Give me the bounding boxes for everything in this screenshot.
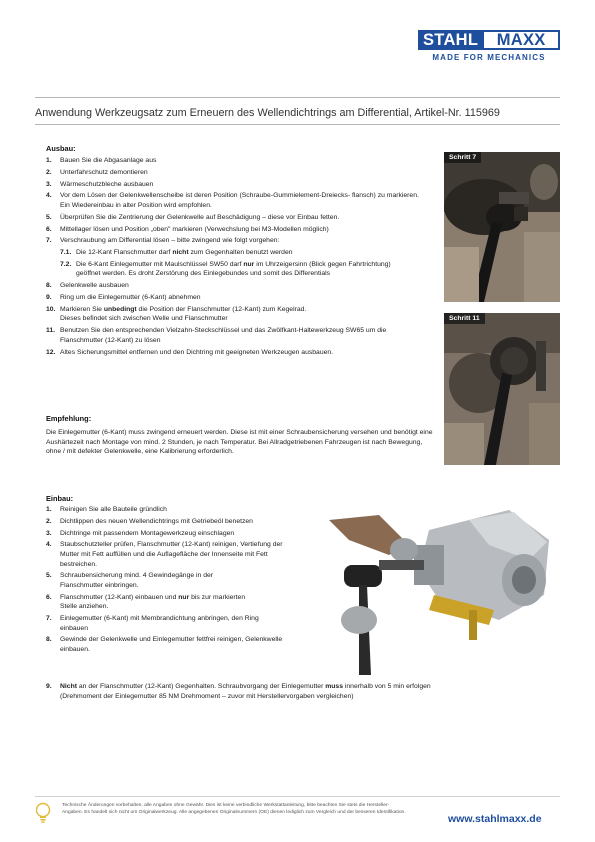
schritt-7-image (444, 152, 560, 302)
empfehlung-text: Die Einlegemutter (6-Kant) muss zwingend erneuert werden. Diese ist mit einer Schraubensicherung versehen und benötigt eine Aushärtezeit nach Montage von mind. 2 Stunden, je nach Temperatur. Bei Allradgetriebenen Fahrzeugen ist nach Bewegung, ohne / mit defekter Gelenkwelle, eine Kalibrierung erforderlich. (46, 429, 433, 456)
title-divider (35, 124, 560, 125)
einbau-step-6: 6. Flanschmutter (12-Kant) einbauen und nur bis zur markierten Stelle anziehen. (46, 593, 246, 611)
einbau-step-8: 8. Gewinde der Gelenkwelle und Einlegemutter fettfrei reinigen, Gelenkwelle einbauen. (46, 636, 283, 654)
einbau-step-4: 4. Staubschutzteller prüfen, Flanschmutter (12-Kant) reinigen, Vertiefung der Mutter mit Fett auffüllen und die Auflagefläche der Innenseite mit Fett bestreichen. (46, 541, 283, 568)
einbau-step-3: 3. Dichtringe mit passendem Montagewerkzeug einschlagen (46, 529, 235, 537)
ausbau-step-2: 2. Unterfahrschutz demontieren (46, 168, 148, 176)
ausbau-steps (46, 156, 434, 359)
photo-schritt-7 (444, 152, 560, 302)
schritt-11-label: Schritt 11 (444, 313, 485, 324)
ausbau-step-12: 12. Altes Sicherungsmittel entfernen und den Dichtring mit geeigneten Werkzeugen ausbauen. (46, 348, 334, 356)
top-divider (35, 97, 560, 98)
ausbau-step-3: 3. Wärmeschutzbleche ausbauen (46, 180, 154, 188)
ausbau-step-1: 1. Bauen Sie die Abgasanlage aus (46, 157, 157, 164)
einbau-step-2: 2. Dichtlippen des neuen Wellendichtrings mit Getriebeöl benetzen (46, 517, 253, 525)
empfehlung-heading: Empfehlung: (46, 414, 92, 423)
footer-divider (35, 796, 560, 797)
einbau-heading: Einbau: (46, 494, 74, 503)
einbau-steps (46, 505, 308, 657)
photo-schritt-11 (444, 313, 560, 465)
logo-box (418, 30, 560, 50)
logo-right-text: MAXX (482, 30, 560, 50)
logo-left-text: STAHL (418, 30, 482, 50)
photo-einbau (319, 500, 559, 675)
page-title: Anwendung Werkzeugsatz zum Erneuern des Wellendichtrings am Differential, Artikel-Nr. 115969 (35, 107, 500, 119)
ausbau-step-11: 11. Benutzen Sie den entsprechenden Vielzahn-Steckschlüssel und das Zwölfkant-Haltewerkzeug SW65 um die Flanschmutter (12-Kant) zu lösen (46, 327, 387, 344)
ausbau-step-8: 8. Gelenkwelle ausbauen (46, 282, 129, 290)
einbau-step-9: 9. Nicht an der Flanschmutter (12-Kant) Gegenhalten. Schraubvorgang der Einlegemutter muss innerhalb von 5 min erfolgen (Drehmoment der Einlegemutter 85 NM Drehmoment – zuvor mit Herstellervorgaben vergleichen) (46, 683, 431, 700)
einbau-step-1: 1. Reinigen Sie alle Bauteile gründlich (46, 506, 167, 513)
ausbau-heading: Ausbau: (46, 144, 76, 153)
ausbau-step-6: 6. Mittellager lösen und Position „oben" markieren (Verwechslung bei M3-Modellen möglich) (46, 225, 329, 233)
ausbau-step-10: 10. Markieren Sie unbedingt die Position der Flanschmutter (12-Kant) zum Kegelrad. Dieses befindet sich zwischen Welle und Flanschmutter (46, 305, 307, 323)
schritt-7-label: Schritt 7 (444, 152, 481, 163)
differential-installation-image (319, 500, 559, 675)
logo-tagline: MADE FOR MECHANICS (432, 53, 546, 62)
ausbau-step-5: 5. Überprüfen Sie die Zentrierung der Gelenkwelle auf Beschädigung – diese vor Einbau fetten. (46, 213, 340, 221)
einbau-step-7: 7. Einlegemutter (6-Kant) mit Membrandichtung anbringen, den Ring einbauen (46, 615, 259, 632)
stahlmaxx-logo (418, 30, 560, 62)
ausbau-step-7-1: 7.1. Die 12-Kant Flanschmutter darf nicht zum Gegenhalten benutzt werden (60, 249, 293, 257)
ausbau-step-9: 9. Ring um die Einlegemutter (6-Kant) abnehmen (46, 294, 201, 301)
ausbau-step-7-2: 7.2. Die 6-Kant Einlegemutter mit Maulschlüssel SW50 darf nur im Uhrzeigersinn (Blick gegen Fahrtrichtung) geöffnet werden. Es droht Zerstörung des Einlegebundes und somit des Differentials (60, 260, 391, 278)
ausbau-step-4: 4. Vor dem Lösen der Gelenkwellenscheibe ist deren Position (Schraube-Gummielement-Dreiecks- flansch) zu markieren. Ein Wiedereinbau in alter Position wird empfohlen. (46, 192, 419, 209)
footer-disclaimer: Technische Änderungen vorbehalten, alle Angaben ohne Gewähr. Dies ist keine verbindliche Werkstattanleitung, bitte beachten Sie stets die Hersteller-Angaben. Es handelt sich nicht um Originalwerkzeug. Alle angegebenen Originalnummern (OE) dienen lediglich zum Vergleich und der besseren Identifikation. (62, 803, 406, 815)
website-link[interactable]: www.stahlmaxx.de (448, 813, 542, 825)
lightbulb-icon (35, 802, 51, 824)
schritt-11-image (444, 313, 560, 465)
ausbau-step-7: 7. Verschraubung am Differential lösen – bitte zwingend wie folgt vorgehen: (46, 237, 280, 245)
einbau-step-5: 5. Schraubensicherung mind. 4 Gewindegänge in der Flanschmutter einbringen. (46, 572, 214, 589)
